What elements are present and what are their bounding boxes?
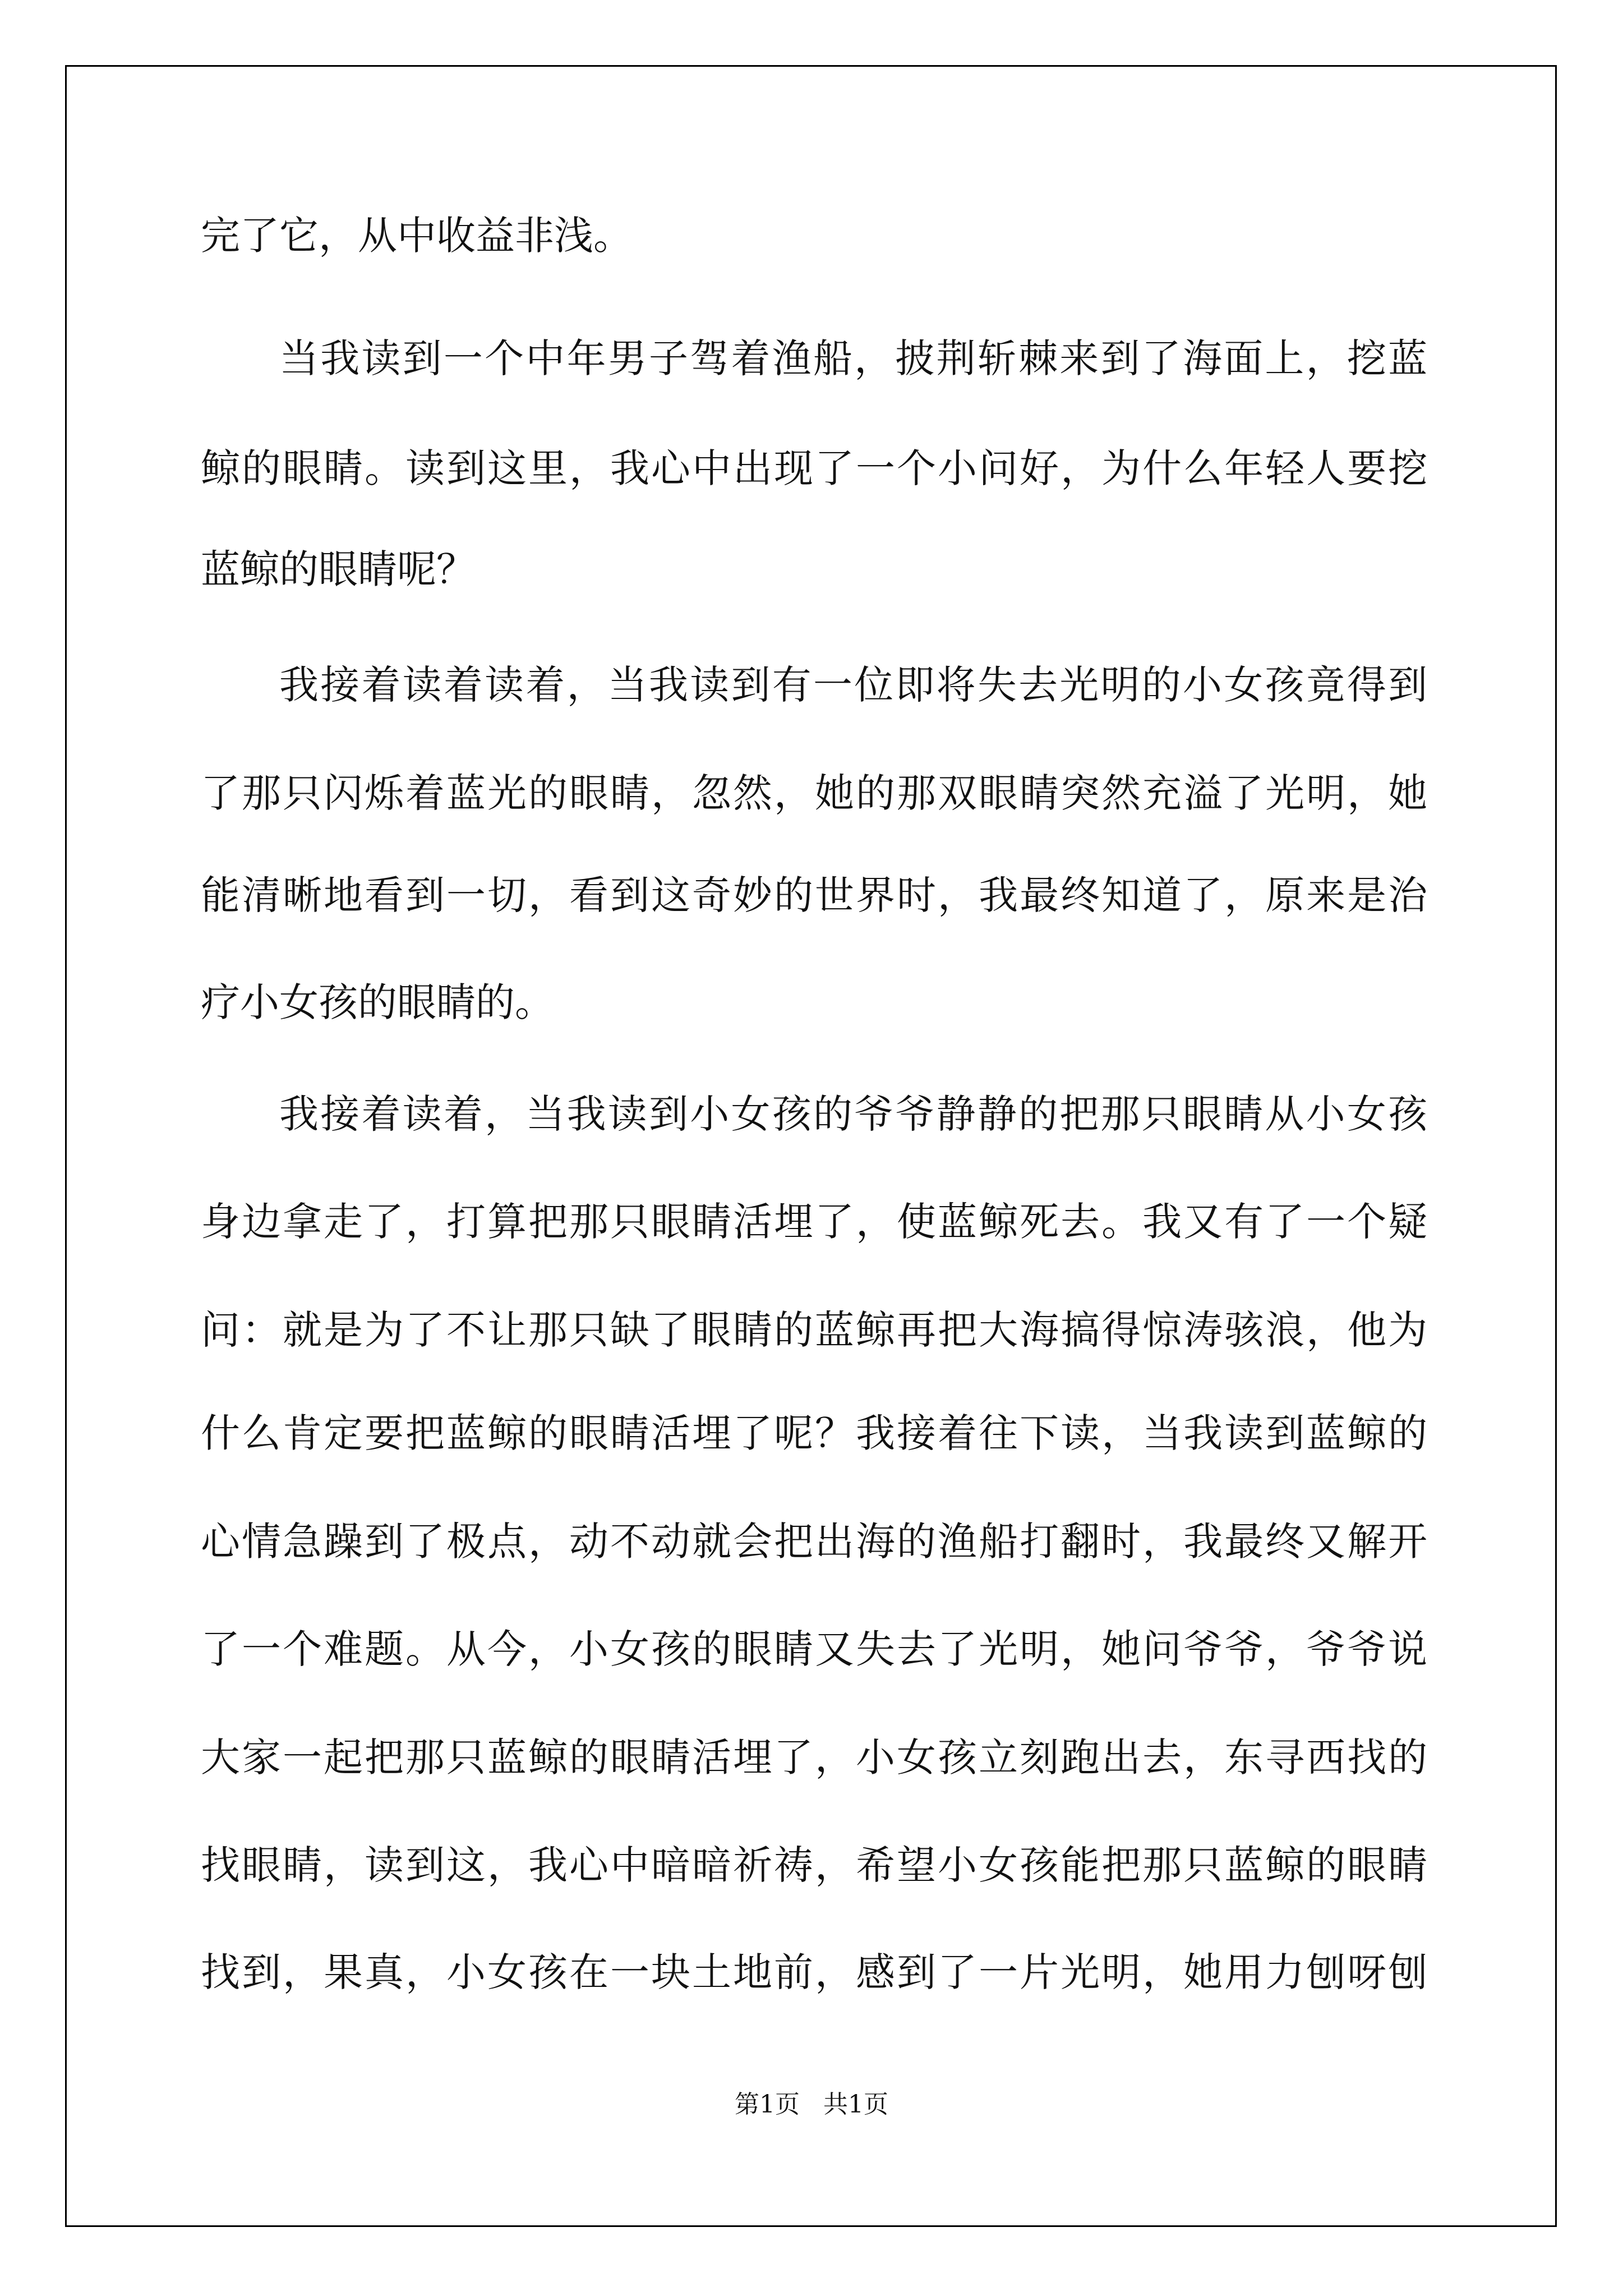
text-line: 问：就是为了不让那只缺了眼睛的蓝鲸再把大海搞得惊涛骇浪，他为 bbox=[201, 1307, 1430, 1353]
page-footer: 第1页 共1页 bbox=[735, 2090, 888, 2119]
text-line: 了那只闪烁着蓝光的眼睛，忽然，她的那双眼睛突然充溢了光明，她 bbox=[201, 770, 1430, 816]
text-line: 身边拿走了，打算把那只眼睛活埋了，使蓝鲸死去。我又有了一个疑 bbox=[201, 1199, 1430, 1245]
text-line: 找眼睛，读到这，我心中暗暗祈祷，希望小女孩能把那只蓝鲸的眼睛 bbox=[201, 1842, 1430, 1888]
text-line: 疗小女孩的眼睛的。 bbox=[201, 979, 554, 1025]
text-line: 了一个难题。从今，小女孩的眼睛又失去了光明，她问爷爷，爷爷说 bbox=[201, 1626, 1430, 1672]
text-line: 心情急躁到了极点，动不动就会把出海的渔船打翻时，我最终又解开 bbox=[201, 1519, 1430, 1565]
text-line: 鲸的眼睛。读到这里，我心中出现了一个小问好，为什么年轻人要挖 bbox=[201, 445, 1430, 491]
text-line: 当我读到一个中年男子驾着渔船，披荆斩棘来到了海面上，挖蓝 bbox=[279, 335, 1430, 381]
text-line: 能清晰地看到一切，看到这奇妙的世界时，我最终知道了，原来是治 bbox=[201, 872, 1430, 918]
text-line: 我接着读着，当我读到小女孩的爷爷静静的把那只眼睛从小女孩 bbox=[279, 1091, 1430, 1137]
text-line: 大家一起把那只蓝鲸的眼睛活埋了，小女孩立刻跑出去，东寻西找的 bbox=[201, 1734, 1430, 1780]
text-line: 我接着读着读着，当我读到有一位即将失去光明的小女孩竟得到 bbox=[279, 662, 1430, 708]
text-line: 完了它，从中收益非浅。 bbox=[201, 213, 633, 259]
text-line: 找到，果真，小女孩在一块土地前，感到了一片光明，她用力刨呀刨 bbox=[201, 1949, 1430, 1995]
page-border bbox=[65, 65, 1557, 2227]
text-line: 什么肯定要把蓝鲸的眼睛活埋了呢？我接着往下读，当我读到蓝鲸的 bbox=[201, 1410, 1430, 1456]
text-line: 蓝鲸的眼睛呢？ bbox=[201, 546, 476, 592]
